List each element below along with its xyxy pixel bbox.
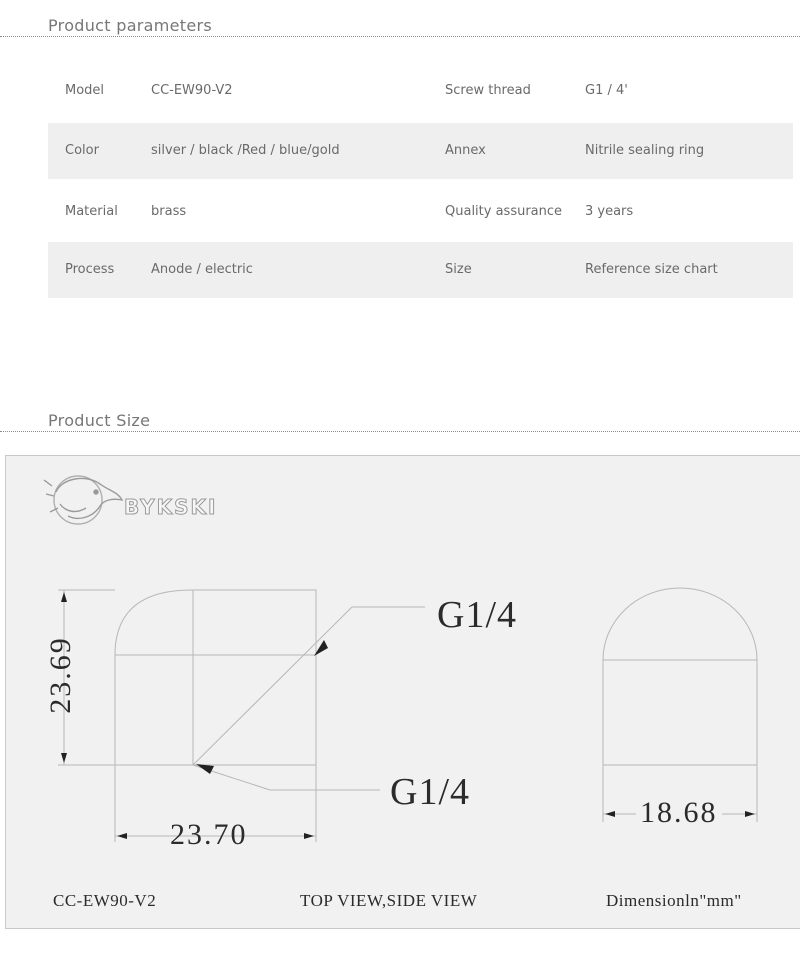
param-label: Model — [65, 83, 105, 98]
size-section-title: Product Size — [48, 411, 151, 430]
param-value: 3 years — [585, 204, 634, 219]
param-value: Reference size chart — [585, 262, 718, 277]
dragon-logo-icon — [44, 476, 122, 524]
height-dimension-label: 23.69 — [44, 636, 77, 714]
width-dimension-label: 23.70 — [170, 818, 248, 851]
param-value: Anode / electric — [151, 262, 253, 277]
param-value: Nitrile sealing ring — [585, 143, 705, 158]
param-label: Material — [65, 204, 118, 219]
param-label: Color — [65, 143, 99, 158]
thread-label-top: G1/4 — [437, 594, 517, 636]
param-value: brass — [151, 204, 187, 219]
caption-model: CC-EW90-V2 — [53, 891, 157, 910]
param-label: Quality assurance — [445, 204, 563, 219]
caption-units: Dimensionln"mm" — [606, 891, 742, 910]
param-value: CC-EW90-V2 — [151, 83, 233, 98]
param-label: Annex — [445, 143, 486, 158]
param-label: Screw thread — [445, 83, 531, 98]
brand-logo-text: BYKSKI — [124, 495, 218, 519]
thread-label-bottom: G1/4 — [390, 771, 470, 813]
param-label: Size — [445, 262, 472, 277]
caption-views: TOP VIEW,SIDE VIEW — [300, 891, 478, 910]
params-section-title: Product parameters — [48, 16, 213, 35]
param-value: G1 / 4' — [585, 83, 628, 98]
side-width-dimension-label: 18.68 — [636, 796, 722, 830]
param-label: Process — [65, 262, 115, 277]
param-value: silver / black /Red / blue/gold — [151, 143, 340, 158]
